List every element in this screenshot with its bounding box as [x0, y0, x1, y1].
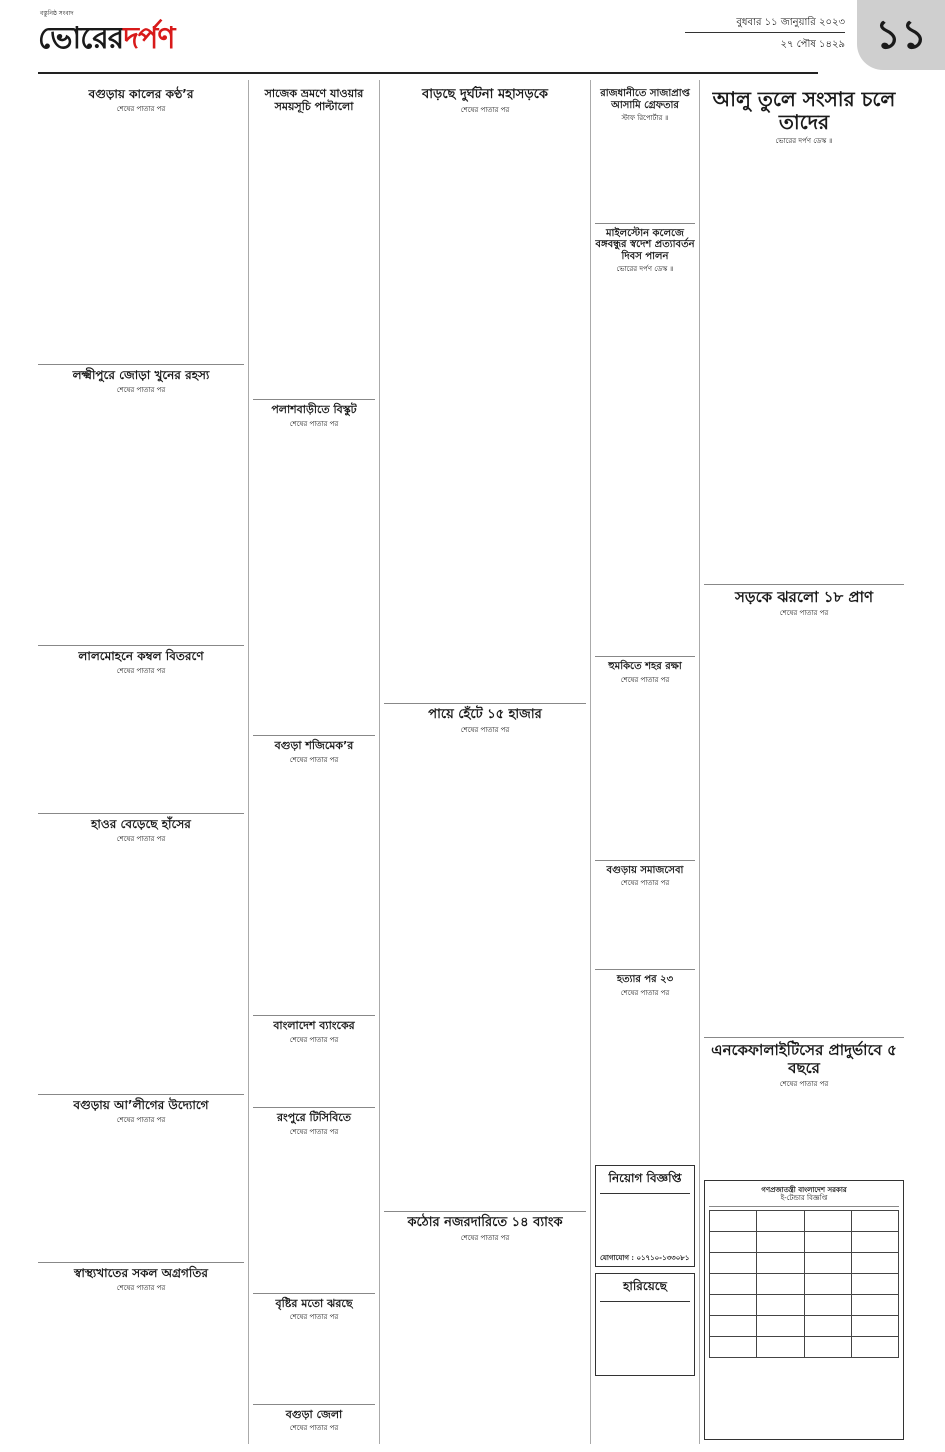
article-divider: [38, 813, 244, 814]
article-body: [253, 1436, 375, 1444]
ads-column: [595, 1165, 695, 1445]
article-continuation: শেষের পাতার পর: [289, 1127, 339, 1136]
article-divider: [38, 645, 244, 646]
article-headline: বগুড়া শজিমেক’র: [274, 739, 354, 753]
article-body: [704, 621, 904, 1034]
article-continuation: শেষের পাতার পর: [116, 666, 166, 675]
article-body: [595, 126, 695, 220]
column-divider: [699, 80, 700, 1444]
article-divider: [595, 969, 695, 970]
article-continuation: ভোরের দর্পণ ডেস্ক ॥: [616, 265, 674, 274]
date-divider: [685, 32, 845, 33]
column-1: [38, 86, 244, 1444]
article-body: [38, 679, 244, 810]
article-divider: [595, 656, 695, 657]
article-body: [384, 738, 586, 1208]
column-4: [595, 86, 695, 1156]
article-body: [595, 688, 695, 857]
article-divider: [384, 1211, 586, 1212]
article-divider: [38, 1094, 244, 1095]
article-body: [253, 1325, 375, 1400]
article-divider: [253, 399, 375, 400]
article-body: [384, 1246, 586, 1444]
article-divider: [704, 584, 904, 585]
article-continuation: শেষের পাতার পর: [289, 419, 339, 428]
article: [384, 88, 586, 704]
article: [38, 369, 244, 646]
article-headline: লালমোহনে কম্বল বিতরণে: [78, 648, 204, 663]
article: [595, 865, 695, 971]
article-continuation: শেষের পাতার পর: [779, 1079, 829, 1088]
article-continuation: শেষের পাতার পর: [460, 726, 510, 735]
article-continuation: ভোরের দর্পণ ডেস্ক ॥: [775, 137, 833, 145]
article-headline: বৃষ্টির মতো ঝরছে: [275, 1296, 353, 1310]
article-headline: বগুড়ায় কালের কণ্ঠ’র: [88, 87, 194, 101]
column-divider: [379, 80, 380, 1444]
article: [253, 1409, 375, 1444]
tender-title: গণপ্রজাতন্ত্রী বাংলাদেশ সরকার: [761, 1185, 847, 1194]
article: [253, 1298, 375, 1405]
article-continuation: শেষের পাতার পর: [116, 1115, 166, 1124]
article: [595, 661, 695, 861]
article-headline: বাংলাদেশ ব্যাংকের: [273, 1018, 355, 1032]
logo-part2: দর্পণ: [123, 21, 175, 56]
article-continuation: স্টাফ রিপোর্টার ॥: [621, 114, 669, 122]
article-divider: [253, 1107, 375, 1108]
tender-table: [709, 1210, 899, 1358]
article-headline: হুমকিতে শহর রক্ষা: [608, 661, 682, 673]
article-continuation: শেষের পাতার পর: [116, 1284, 166, 1293]
logo-tagline: বস্তুনিষ্ঠ সংবাদ: [40, 10, 74, 17]
column-3: [384, 86, 586, 1444]
newspaper-logo: [38, 14, 175, 65]
article-divider: [595, 223, 695, 224]
article: [253, 1112, 375, 1294]
article-body: [38, 1128, 244, 1259]
article-continuation: শেষের পাতার পর: [620, 988, 670, 997]
article-body: [38, 1296, 244, 1444]
article: [704, 88, 904, 585]
article-continuation: শেষের পাতার পর: [116, 104, 166, 113]
recruitment-body: [600, 1197, 690, 1253]
tender-ad: [704, 1180, 904, 1445]
article-divider: [384, 703, 586, 704]
article-body: [595, 277, 695, 653]
article-continuation: শেষের পাতার পর: [289, 1424, 339, 1433]
article: [38, 1267, 244, 1444]
date-gregorian: বুধবার ১১ জানুয়ারি ২০২৩: [736, 17, 845, 28]
article: [595, 974, 695, 1156]
article: [253, 88, 375, 400]
recruitment-ad: [595, 1165, 695, 1267]
date-bangla: ২৭ পৌষ ১৪২৯: [780, 39, 845, 50]
article-body: [253, 1048, 375, 1104]
article-body: [253, 768, 375, 1012]
masthead: [0, 0, 945, 78]
article-body: [595, 1001, 695, 1156]
article-body: [38, 847, 244, 1091]
article: [253, 1020, 375, 1108]
article-headline: পায়ে হেঁটে ১৫ হাজার: [428, 707, 542, 723]
article: [595, 88, 695, 224]
article: [38, 818, 244, 1095]
article-body: [253, 432, 375, 733]
article-headline: বাড়ছে দুর্ঘটনা মহাসড়কে: [422, 87, 548, 102]
article-headline: রাজধানীতে সাজাপ্রাপ্ত আসামি গ্রেফতার: [600, 88, 690, 111]
article-body: [38, 117, 244, 361]
article-headline: হত্যার পর ২৩: [616, 974, 674, 986]
article: [384, 708, 586, 1211]
article-headline: লক্ষ্মীপুরে জোড়া খুনের রহস্য: [72, 367, 210, 382]
article-body: [253, 114, 375, 396]
article: [704, 1042, 904, 1176]
page-number: ১১: [857, 0, 945, 70]
lost-title: হারিয়েছে: [600, 1278, 690, 1302]
article-headline: সড়কে ঝরলো ১৮ প্রাণ: [734, 587, 874, 606]
lost-notice: [595, 1273, 695, 1376]
article: [384, 1216, 586, 1444]
article-divider: [253, 1293, 375, 1294]
article-headline: পলাশবাড়ীতে বিস্কুট: [271, 403, 357, 416]
article: [595, 228, 695, 657]
article-continuation: শেষের পাতার পর: [620, 879, 670, 888]
article-divider: [253, 1015, 375, 1016]
article: [253, 404, 375, 736]
column-divider: [248, 80, 249, 1444]
masthead-rule: [38, 72, 818, 74]
logo-part1: ভোরের: [38, 21, 124, 56]
article-divider: [595, 860, 695, 861]
dateline: [736, 12, 845, 56]
article: [38, 88, 244, 365]
article: [38, 1099, 244, 1263]
article-headline: স্বাস্থ্যখাতের সকল অগ্রগতির: [74, 1266, 208, 1281]
article-continuation: শেষের পাতার পর: [460, 105, 510, 114]
article-divider: [704, 1037, 904, 1038]
tender-sub: ই-টেন্ডার বিজ্ঞপ্তি: [780, 1194, 828, 1202]
article-continuation: শেষের পাতার পর: [289, 1313, 339, 1322]
article-body: [38, 398, 244, 642]
article-headline: এনকেফালাইটিসের প্রাদুর্ভাবে ৫ বছরে: [711, 1041, 897, 1077]
article-headline: বগুড়ায় সমাজসেবা: [606, 864, 684, 876]
recruitment-phone: যোগাযোগ : ০১৭১০-১৩৩০৮১: [600, 1253, 690, 1263]
column-divider: [590, 80, 591, 1444]
article-continuation: শেষের পাতার পর: [116, 385, 166, 394]
article-headline: আলু তুলে সংসার চলে তাদের: [712, 87, 896, 134]
article-continuation: শেষের পাতার পর: [779, 609, 829, 618]
article: [704, 589, 904, 1038]
lost-body: [600, 1305, 690, 1371]
article-body: [704, 1092, 904, 1176]
article-body: [595, 891, 695, 966]
article: [38, 650, 244, 814]
recruitment-title: নিয়োগ বিজ্ঞপ্তি: [600, 1170, 690, 1194]
column-2: [253, 86, 375, 1444]
article: [253, 740, 375, 1016]
article-headline: বগুড়া জেলা: [285, 1407, 343, 1421]
article-body: [384, 118, 586, 700]
article-continuation: শেষের পাতার পর: [289, 755, 339, 764]
article-headline: মাইলস্টোন কলেজে বঙ্গবন্ধুর স্বদেশ প্রত্যাবর্তন দিবস পালন: [595, 227, 695, 262]
article-divider: [253, 735, 375, 736]
article-body: [704, 149, 904, 581]
article-continuation: শেষের পাতার পর: [620, 675, 670, 684]
article-headline: বগুড়ায় আ’লীগের উদ্যোগে: [73, 1098, 209, 1113]
article-divider: [253, 1404, 375, 1405]
article-body: [253, 1140, 375, 1290]
article-headline: রংপুরে টিসিবিতে: [276, 1110, 352, 1124]
article-continuation: শেষের পাতার পর: [116, 834, 166, 843]
article-continuation: শেষের পাতার পর: [289, 1035, 339, 1044]
article-headline: হাওর বেড়েছে হাঁসের: [91, 817, 191, 832]
article-headline: সাজেক ভ্রমণে যাওয়ার সময়সূচি পাল্টালো: [264, 87, 364, 113]
article-continuation: শেষের পাতার পর: [460, 1233, 510, 1242]
article-headline: কঠোর নজরদারিতে ১৪ ব্যাংক: [407, 1214, 563, 1230]
article-divider: [38, 1262, 244, 1263]
column-5: [704, 86, 904, 1176]
article-divider: [38, 364, 244, 365]
